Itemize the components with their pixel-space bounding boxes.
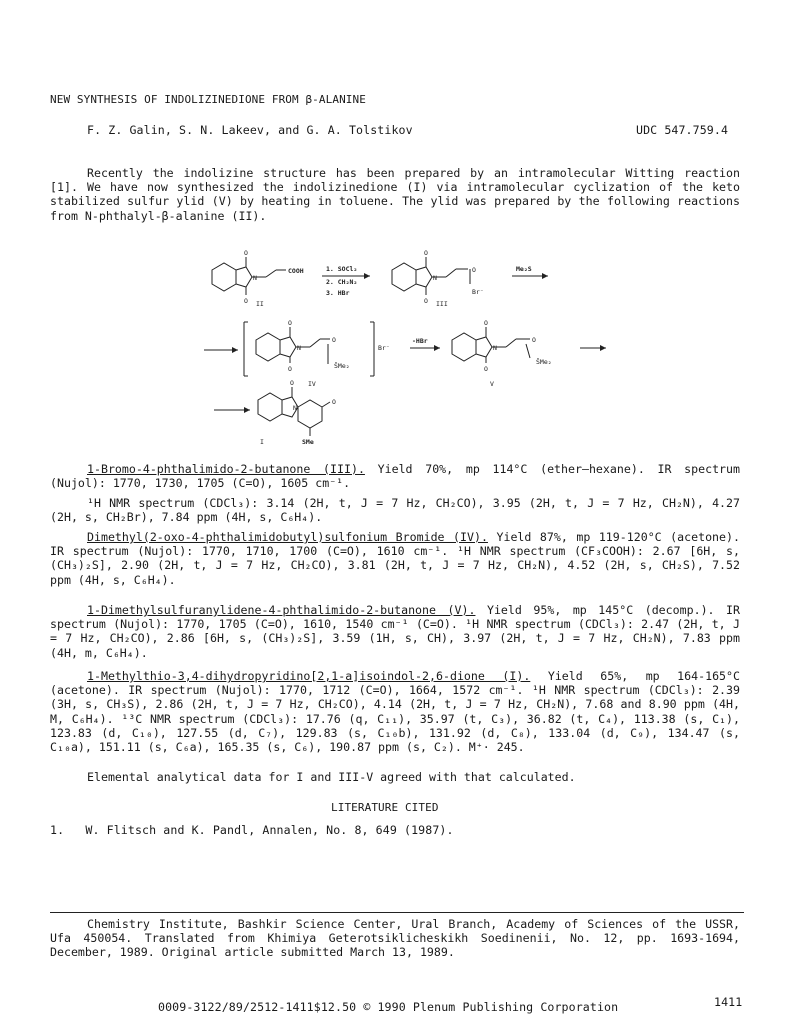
compound-III-text: Yield 70%, mp 114°C (ether—hexane). IR spectrum (Nujol): 1770, 1730, 1705 (C=O), 1605 cm⁻¹. <box>50 462 740 491</box>
label-III: III <box>436 300 448 308</box>
reagent-3: 3. HBr <box>326 289 350 297</box>
bromide-IV: Br⁻ <box>378 344 390 352</box>
svg-text:O: O <box>472 266 476 274</box>
compound-IV-name: Dimethyl(2-oxo-4-phthalimidobutyl)sulfonium Bromide (IV). <box>87 530 488 544</box>
literature-heading: LITERATURE CITED <box>331 801 439 814</box>
sme2-V: ŠMe₂ <box>536 358 552 366</box>
label-II: II <box>256 300 264 308</box>
svg-text:O: O <box>244 297 248 305</box>
svg-text:O: O <box>288 319 292 327</box>
copyright-line: 0009-3122/89/2512-1411$12.50 © 1990 Plenum Publishing Corporation <box>158 1000 619 1014</box>
footnote: Chemistry Institute, Bashkir Science Center, Ural Branch, Academy of Sciences of the USSR, Ufa 450054. Translated from Khimiya Geterotsiklicheskikh Soedinenii, No. 12, pp. 1693-1694, December, 1989. Original article submitted March 13, 1989. <box>50 917 740 960</box>
footnote-rule <box>50 912 744 913</box>
compound-V-name: 1-Dimethylsulfuranylidene-4-phthalimido-2-butanone (V). <box>87 603 476 617</box>
compound-III-name: 1-Bromo-4-phthalimido-2-butanone (III). <box>87 462 365 476</box>
intro-paragraph: Recently the indolizine structure has been prepared by an intramolecular Witting reaction [1]. We have now synthesized the indolizinedione (I) via intramolecular cyclization of the keto stabilized sulfur ylid (V) by heating in toluene. The ylid was prepared by the following reactions from N-phthalyl-β-alanine (II). <box>50 166 740 223</box>
svg-text:O: O <box>332 398 336 406</box>
svg-text:O: O <box>288 365 292 373</box>
authors: F. Z. Galin, S. N. Lakeev, and G. A. Tolstikov <box>87 123 413 137</box>
label-I: I <box>260 438 264 446</box>
svg-text:N: N <box>293 404 297 412</box>
reaction-scheme <box>200 240 620 452</box>
sme-I: SMe <box>302 438 314 446</box>
sme2-IV: ŠMe₂ <box>334 362 350 370</box>
reagent-2: 2. CH₂N₂ <box>326 278 358 286</box>
article-title: NEW SYNTHESIS OF INDOLIZINEDIONE FROM β-ALANINE <box>50 93 366 106</box>
svg-text:O: O <box>244 249 248 257</box>
svg-text:N: N <box>433 274 437 282</box>
label-IV: IV <box>308 380 316 388</box>
svg-text:O: O <box>332 336 336 344</box>
svg-text:N: N <box>297 344 301 352</box>
reference-1: 1. W. Flitsch and K. Pandl, Annalen, No. 8, 649 (1987). <box>50 823 454 837</box>
compound-I-name: 1-Methylthio-3,4-dihydropyridino[2,1-a]isoindol-2,6-dione (I). <box>87 669 531 683</box>
compound-V <box>50 603 740 660</box>
svg-text:N: N <box>253 274 257 282</box>
svg-text:O: O <box>424 297 428 305</box>
svg-text:O: O <box>484 319 488 327</box>
elemental-note: Elemental analytical data for I and III-V agreed with that calculated. <box>87 770 576 784</box>
compound-III-nmr <box>50 496 740 524</box>
compound-I <box>50 669 740 754</box>
bromide-III: Br⁻ <box>472 288 484 296</box>
udc-code: UDC 547.759.4 <box>636 123 729 137</box>
svg-text:O: O <box>484 365 488 373</box>
svg-text:COOH: COOH <box>288 267 304 275</box>
compound-III-nmr-text: ¹H NMR spectrum (CDCl₃): 3.14 (2H, t, J = 7 Hz, CH₂CO), 3.95 (2H, t, J = 7 Hz, CH₂N), 4.27 (2H, s, CH₂Br), 7.84 ppm (4H, s, C₆H₄). <box>50 496 740 525</box>
reagent-1: 1. SOCl₂ <box>326 265 358 273</box>
compound-IV <box>50 530 740 587</box>
svg-text:N: N <box>493 344 497 352</box>
compound-III <box>50 462 740 490</box>
svg-text:O: O <box>532 336 536 344</box>
label-V: V <box>490 380 494 388</box>
page-number: 1411 <box>714 995 743 1009</box>
compound-V-text: Yield 95%, mp 145°C (decomp.). IR spectrum (Nujol): 1770, 1705 (C=O), 1610, 1540 cm⁻¹ (C=O). ¹H NMR spectrum (CDCl₃): 2.47 (2H, t, J = 7 Hz, CH₂CO), 2.86 [6H, s, (CH₃)₂S], 3.59 (1H, s, CH), 3.97 (2H, t, J = 7 Hz, CH₂N), 7.83 ppm (4H, m, C₆H₄). <box>50 603 741 660</box>
svg-text:O: O <box>290 379 294 387</box>
compound-IV-text: Yield 87%, mp 119-120°C (acetone). IR spectrum (Nujol): 1770, 1710, 1700 (C=O), 1610 cm⁻¹. ¹H NMR spectrum (CF₃COOH): 2.67 [6H, s, (CH₃)₂S], 2.90 (2H, t, J = 7 Hz, CH₂CO), 3.81 (2H, t, J = 7 Hz, CH₂N), 4.52 (2H, s, CH₂S), 7.52 ppm (4H, s, C₆H₄). <box>50 530 740 587</box>
svg-text:O: O <box>424 249 428 257</box>
minus-hbr: -HBr <box>412 337 428 345</box>
compound-I-text: Yield 65%, mp 164-165°C (acetone). IR spectrum (Nujol): 1770, 1712 (C=O), 1664, 1572 cm⁻¹. ¹H NMR spectrum (CDCl₃): 2.39 (3H, s, CH₃S), 2.86 (2H, t, J = 7 Hz, CH₂CO), 4.14 (2H, t, J = 7 Hz, CH₂N), 7.68 and 8.90 ppm (4H, M, C₆H₄). ¹³C NMR spectrum (CDCl₃): 17.76 (q, C₁₁), 35.97 (t, C₃), 36.82 (t, C₄), 113.38 (s, C₁), 123.83 (d, C₁₀), 127.55 (d, C₇), 129.83 (s, C₁₀b), 131.92 (d, C₈), 133.04 (d, C₉), 134.47 (s, C₁₀a), 151.11 (s, C₆a), 165.35 (s, C₆), 190.87 ppm (s, C₂). M⁺· 245. <box>50 669 740 755</box>
reagent-me2s: Me₂S <box>516 265 532 273</box>
